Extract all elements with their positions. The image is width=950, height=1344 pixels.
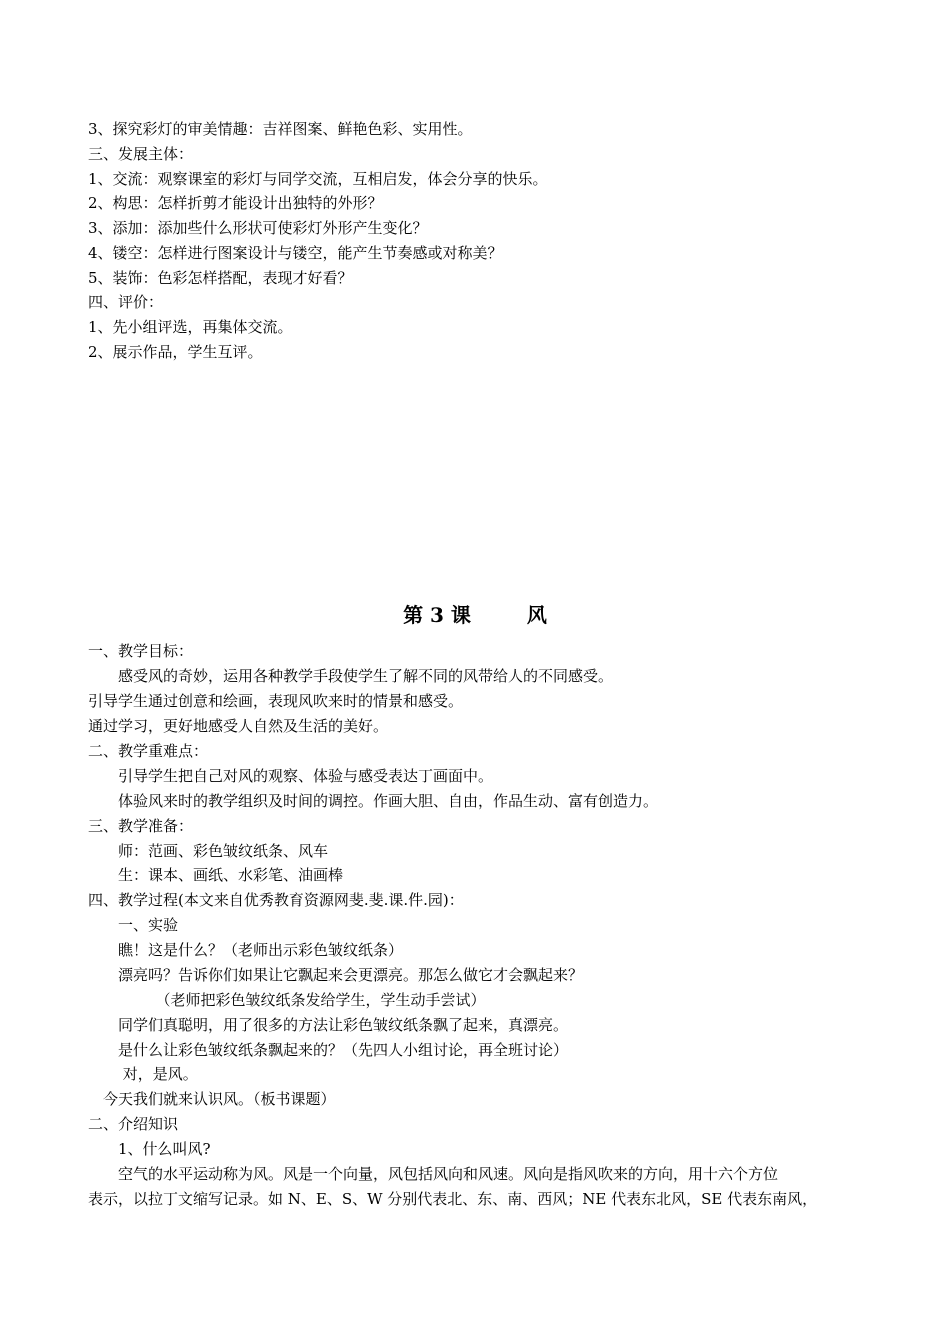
text-line: 表示，以拉丁文缩写记录。如 N、E、S、W 分别代表北、东、南、西风；NE 代表东北风，SE 代表东南风， [88,1190,818,1208]
section-heading: 四、教学过程(本文来自优秀教育资源网斐.斐.课.件.园)： [88,891,464,909]
text-line: 漂亮吗？告诉你们如果让它飘起来会更漂亮。那怎么做它才会飘起来？ [88,966,584,984]
text-line: 2、展示作品，学生互评。 [88,343,263,361]
lesson-name: 风 [526,603,547,627]
text-line: 瞧！这是什么？（老师出示彩色皱纹纸条） [88,941,404,959]
lesson-number: 第 3 课 [403,603,471,627]
text-line: 通过学习，更好地感受人自然及生活的美好。 [88,717,389,735]
text-line: 对，是风。 [88,1065,198,1083]
text-line: 师：范画、彩色皱纹纸条、风车 [88,842,329,860]
text-line: 3、添加：添加些什么形状可使彩灯外形产生变化？ [88,219,428,237]
text-line: 1、什么叫风? [88,1140,211,1158]
text-line: 空气的水平运动称为风。风是一个向量，风包括风向和风速。风向是指风吹来的方向，用十六个方位 [88,1165,779,1183]
text-line: 同学们真聪明，用了很多的方法让彩色皱纹纸条飘了起来，真漂亮。 [88,1016,569,1034]
text-line: 体验风来时的教学组织及时间的调控。作画大胆、自由，作品生动、富有创造力。 [88,792,659,810]
text-line: 引导学生通过创意和绘画，表现风吹来时的情景和感受。 [88,692,464,710]
text-line: 4、镂空：怎样进行图案设计与镂空，能产生节奏感或对称美？ [88,244,503,262]
text-line: 1、先小组评选，再集体交流。 [88,318,293,336]
text-line: （老师把彩色皱纹纸条发给学生，学生动手尝试） [88,991,486,1009]
text-line: 是什么让彩色皱纹纸条飘起来的？（先四人小组讨论，再全班讨论） [88,1041,569,1059]
section-heading: 三、发展主体： [88,145,194,163]
text-line: 感受风的奇妙，运用各种教学手段使学生了解不同的风带给人的不同感受。 [88,667,614,685]
lesson-title [0,602,950,628]
text-line: 3、探究彩灯的审美情趣：吉祥图案、鲜艳色彩、实用性。 [88,120,473,138]
text-line: 生：课本、画纸、水彩笔、油画棒 [88,866,344,884]
text-line: 1、交流：观察课室的彩灯与同学交流，互相启发，体会分享的快乐。 [88,170,548,188]
section-heading: 三、教学准备： [88,817,194,835]
section-heading: 四、评价： [88,293,164,311]
text-line: 今天我们就来认识风。（板书课题） [88,1090,336,1108]
section-heading: 二、教学重难点： [88,742,209,760]
text-line: 2、构思：怎样折剪才能设计出独特的外形？ [88,194,383,212]
text-line: 引导学生把自己对风的观察、体验与感受表达丁画面中。 [88,767,494,785]
text-line: 一、实验 [88,916,179,934]
section-heading: 二、介绍知识 [88,1115,179,1133]
text-line: 5、装饰：色彩怎样搭配，表现才好看？ [88,269,353,287]
section-heading: 一、教学目标： [88,642,194,660]
